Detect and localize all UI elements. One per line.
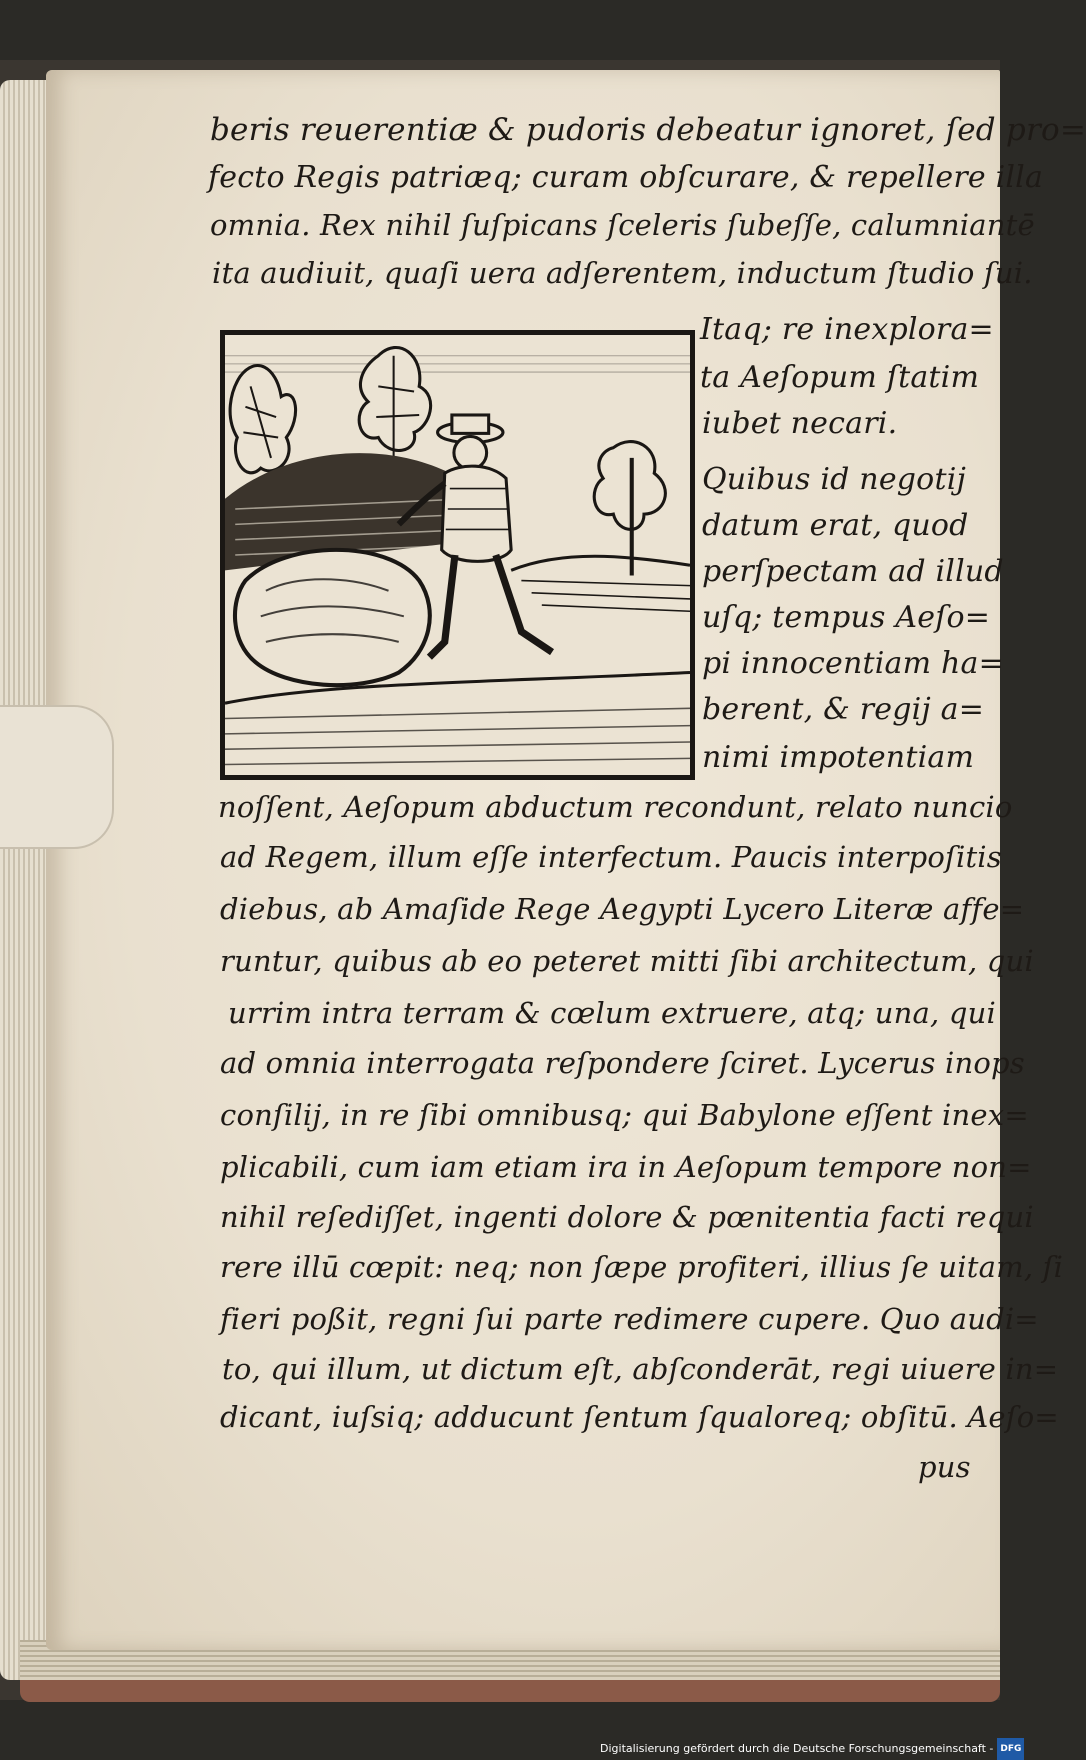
body-text-line: plicabili, cum iam etiam ira in Aeſopum tempore non= xyxy=(220,1150,1032,1184)
body-text-line: conſilij, in re ſibi omnibusq; qui Babylone eſſent inex= xyxy=(220,1098,1029,1132)
side-text-line: iubet necari. xyxy=(702,406,898,441)
text-line: ita audiuit, quaſi uera adſerentem, inductum ſtudio ſui. xyxy=(212,256,1033,290)
side-text-line: pi innocentiam ha= xyxy=(702,646,1004,681)
side-text-line: berent, & regij a= xyxy=(702,692,985,727)
side-text-line: Itaq; re inexplora= xyxy=(700,312,994,347)
page-tab xyxy=(0,705,114,849)
body-text-line: fieri poßit, regni ſui parte redimere cupere. Quo audi= xyxy=(220,1302,1039,1336)
body-text-line: ad omnia interrogata reſpondere ſciret. Lycerus inops xyxy=(220,1046,1025,1080)
woodcut-illustration xyxy=(220,330,695,780)
side-text-line: uſq; tempus Aeſo= xyxy=(702,600,991,635)
body-text-line: nihil reſediſſet, ingenti dolore & pœnitentia facti requi xyxy=(220,1200,1034,1234)
side-text-line: perſpectam ad illud xyxy=(702,554,1004,589)
text-line: omnia. Rex nihil ſuſpicans ſceleris ſubeſſe, calumniantē xyxy=(210,208,1035,242)
catchword: pus xyxy=(918,1450,971,1484)
page-edges-left xyxy=(0,80,52,1680)
side-text-line: nimi impotentiam xyxy=(702,740,975,775)
book-cover-bottom xyxy=(20,1680,1000,1702)
body-text-line: dicant, iuſsiq; adducunt ſentum ſqualoreq; obſitū. Aeſo= xyxy=(220,1400,1059,1434)
side-text-line: Quibus id negotij xyxy=(702,462,966,497)
body-text-line: urrim intra terram & cœlum extruere, atq; una, qui xyxy=(228,996,996,1030)
footer-text: Digitalisierung gefördert durch die Deutsche Forschungsgemeinschaft - xyxy=(600,1742,994,1755)
body-text-line: rere illū cœpit: neq; non ſæpe profiteri, illius ſe uitam, ſi xyxy=(220,1250,1064,1284)
side-text-line: datum erat, quod xyxy=(702,508,969,543)
body-text-line: runtur, quibus ab eo peteret mitti ſibi architectum, qui xyxy=(220,944,1034,978)
body-text-line: ad Regem, illum eſſe interfectum. Paucis interpoſitis xyxy=(220,840,1002,874)
body-text-line: noſſent, Aeſopum abductum recondunt, relato nuncio xyxy=(218,790,1013,824)
body-text-line: diebus, ab Amaſide Rege Aegypti Lycero Literæ affe= xyxy=(220,892,1025,926)
digitization-footer xyxy=(600,1738,1022,1758)
text-line: beris reuerentiæ & pudoris debeatur ignoret, ſed pro= xyxy=(210,112,1086,148)
dfg-logo-icon: DFG xyxy=(997,1738,1024,1760)
body-text-line: to, qui illum, ut dictum eſt, abſconderāt, regi uiuere in= xyxy=(222,1352,1059,1386)
text-line: fecto Regis patriæq; curam obſcurare, & repellere illa xyxy=(208,160,1044,195)
side-text-line: ta Aeſopum ſtatim xyxy=(700,360,980,395)
woodcut-figure-icon xyxy=(225,335,690,775)
